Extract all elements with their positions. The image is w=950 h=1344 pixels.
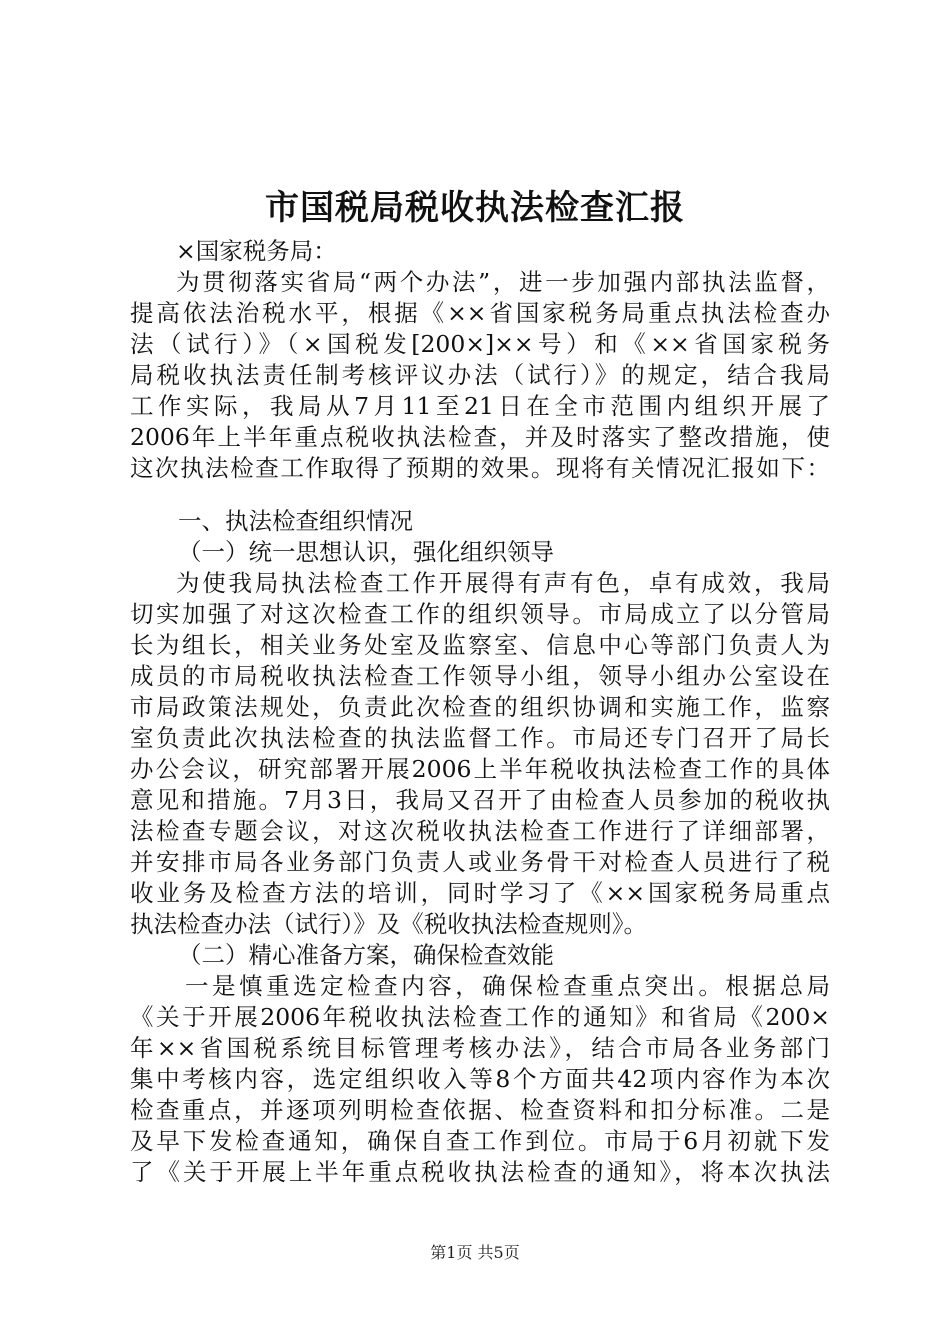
paragraph-line: 意见和措施。7月3日，我局又召开了由检查人员参加的税收执 — [130, 786, 830, 814]
paragraph-line: 集中考核内容，选定组织收入等8个方面共42项内容作为本次 — [130, 1065, 830, 1093]
paragraph-line: 一是慎重选定检查内容，确保检查重点突出。根据总局 — [185, 972, 830, 1000]
paragraph-gap — [130, 484, 830, 506]
paragraph-line: 工作实际，我局从7月11至21日在全市范围内组织开展了 — [130, 392, 830, 420]
paragraph-line: 法检查专题会议，对这次税收执法检查工作进行了详细部署， — [130, 817, 830, 845]
document-body — [130, 236, 830, 1188]
page-footer: 第1页 共5页 — [430, 1243, 520, 1262]
paragraph-line: 了《关于开展上半年重点税收执法检查的通知》，将本次执法 — [130, 1158, 830, 1186]
section-heading: 一、执法检查组织情况 — [178, 507, 413, 535]
paragraph-line: 《关于开展2006年税收执法检查工作的通知》和省局《200× — [130, 1003, 830, 1031]
paragraph-line: 切实加强了对这次检查工作的组织领导。市局成立了以分管局 — [130, 600, 830, 628]
paragraph-line: 市局政策法规处，负责此次检查的组织协调和实施工作，监察 — [130, 693, 830, 721]
subsection-heading: （二）精心准备方案，确保检查效能 — [178, 941, 554, 969]
paragraph-line: 收业务及检查方法的培训，同时学习了《××国家税务局重点 — [130, 879, 830, 907]
paragraph-line: 办公会议，研究部署开展2006上半年税收执法检查工作的具体 — [130, 755, 830, 783]
paragraph-line: 年××省国税系统目标管理考核办法》，结合市局各业务部门 — [130, 1034, 830, 1062]
document-title: 市国税局税收执法检查汇报 — [265, 188, 685, 228]
paragraph-line: 为使我局执法检查工作开展得有声有色，卓有成效，我局 — [176, 569, 830, 597]
paragraph-line: 室负责此次执法检查的执法监督工作。市局还专门召开了局长 — [130, 724, 830, 752]
paragraph-line: 这次执法检查工作取得了预期的效果。现将有关情况汇报如下： — [130, 454, 830, 482]
paragraph-line: 为贯彻落实省局“两个办法”，进一步加强内部执法监督， — [176, 268, 830, 296]
paragraph-line: 法（试行）》（×国税发[200×]××号）和《××省国家税务 — [130, 330, 830, 358]
paragraph-line: 长为组长，相关业务处室及监察室、信息中心等部门负责人为 — [130, 631, 830, 659]
paragraph-line: 提高依法治税水平，根据《××省国家税务局重点执法检查办 — [130, 299, 830, 327]
paragraph-line: 检查重点，并逐项列明检查依据、检查资料和扣分标准。二是 — [130, 1096, 830, 1124]
paragraph-line: 局税收执法责任制考核评议办法（试行）》的规定，结合我局 — [130, 361, 830, 389]
salutation-line: ×国家税务局： — [176, 237, 337, 265]
paragraph-line: 成员的市局税收执法检查工作领导小组，领导小组办公室设在 — [130, 662, 830, 690]
paragraph-line: 及早下发检查通知，确保自查工作到位。市局于6月初就下发 — [130, 1127, 830, 1155]
paragraph-line: 2006年上半年重点税收执法检查，并及时落实了整改措施，使 — [130, 423, 830, 451]
paragraph-line: 并安排市局各业务部门负责人或业务骨干对检查人员进行了税 — [130, 848, 830, 876]
subsection-heading: （一）统一思想认识，强化组织领导 — [178, 538, 554, 566]
paragraph-line: 执法检查办法（试行）》及《税收执法检查规则》。 — [130, 910, 647, 938]
